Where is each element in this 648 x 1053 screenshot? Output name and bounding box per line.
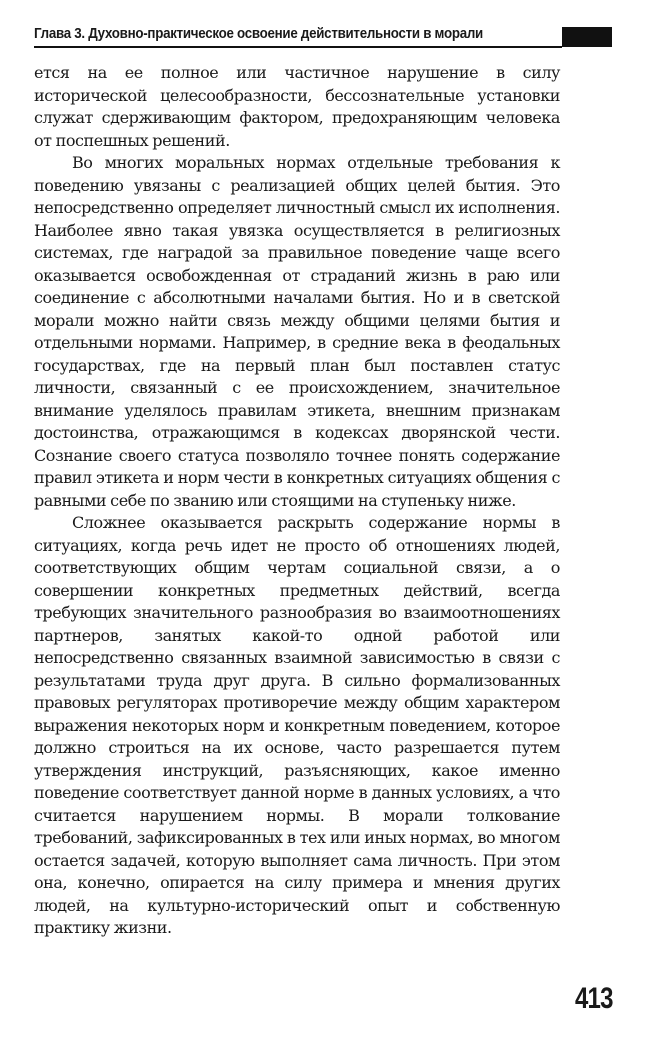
paragraph: Сложнее оказывается раскрыть содержание нормы в ситуациях, когда речь идет не просто об отношениях людей, соответствующих общим чертам социальной связи, а о совершении конкретных предметных действий, всегда требующих значительного разнообразия во взаимоотношениях партнеров, занятых какой-то одной работой или непосредственно связанных взаимной зависимостью в связи с результатами труда друг друга. В сильно формализованных правовых регуляторах противоречие между общим характером выражения некоторых норм и конкретным поведением, которое должно строиться на их основе, часто разрешается путем утверждения инструкций, разъясняющих, какое именно поведение соответствует данной норме в данных условиях, а что считается нарушением нормы. В морали толкование требований, зафиксированных в тех или иных нормах, во многом остается задачей, которую выполняет сама личность. При этом она, конечно, опирается на силу примера и мнения других людей, на культурно-исторический опыт и собственную практику жизни.: [34, 513, 560, 937]
page-number: 413: [575, 982, 613, 1015]
paragraph-continued: ется на ее полное или частичное нарушение в силу исторической целесообразности, бессознательные установки служат сдерживающим фактором, предохраняющим человека от поспешных решений.: [34, 63, 560, 150]
paragraph: Во многих моральных нормах отдельные требования к поведению увязаны с реализацией общих целей бытия. Это непосредственно определяет личностный смысл их исполнения. Наиболее явно такая увязка осуществляется в религиозных системах, где наградой за правильное поведение чаще всего оказывается освобожденная от страданий жизнь в раю или соединение с абсолютными началами бытия. Но и в светской морали можно найти связь между общими целями бытия и отдельными нормами. Например, в средние века в феодальных государствах, где на первый план был поставлен статус личности, связанный с ее происхождением, значительное внимание уделялось правилам этикета, внешним признакам достоинства, отражающимся в кодексах дворянской чести. Сознание своего статуса позволяло точнее понять содержание правил этикета и норм чести в конкретных ситуациях общения с равными себе по званию или стоящими на ступеньку ниже.: [34, 153, 560, 510]
page-body: [34, 62, 560, 940]
running-head-rule: [34, 46, 562, 48]
running-head-title: Глава 3. Духовно-практическое освоение действительности в морали: [34, 26, 483, 42]
running-head: [34, 24, 612, 50]
running-head-marker: [562, 27, 612, 47]
